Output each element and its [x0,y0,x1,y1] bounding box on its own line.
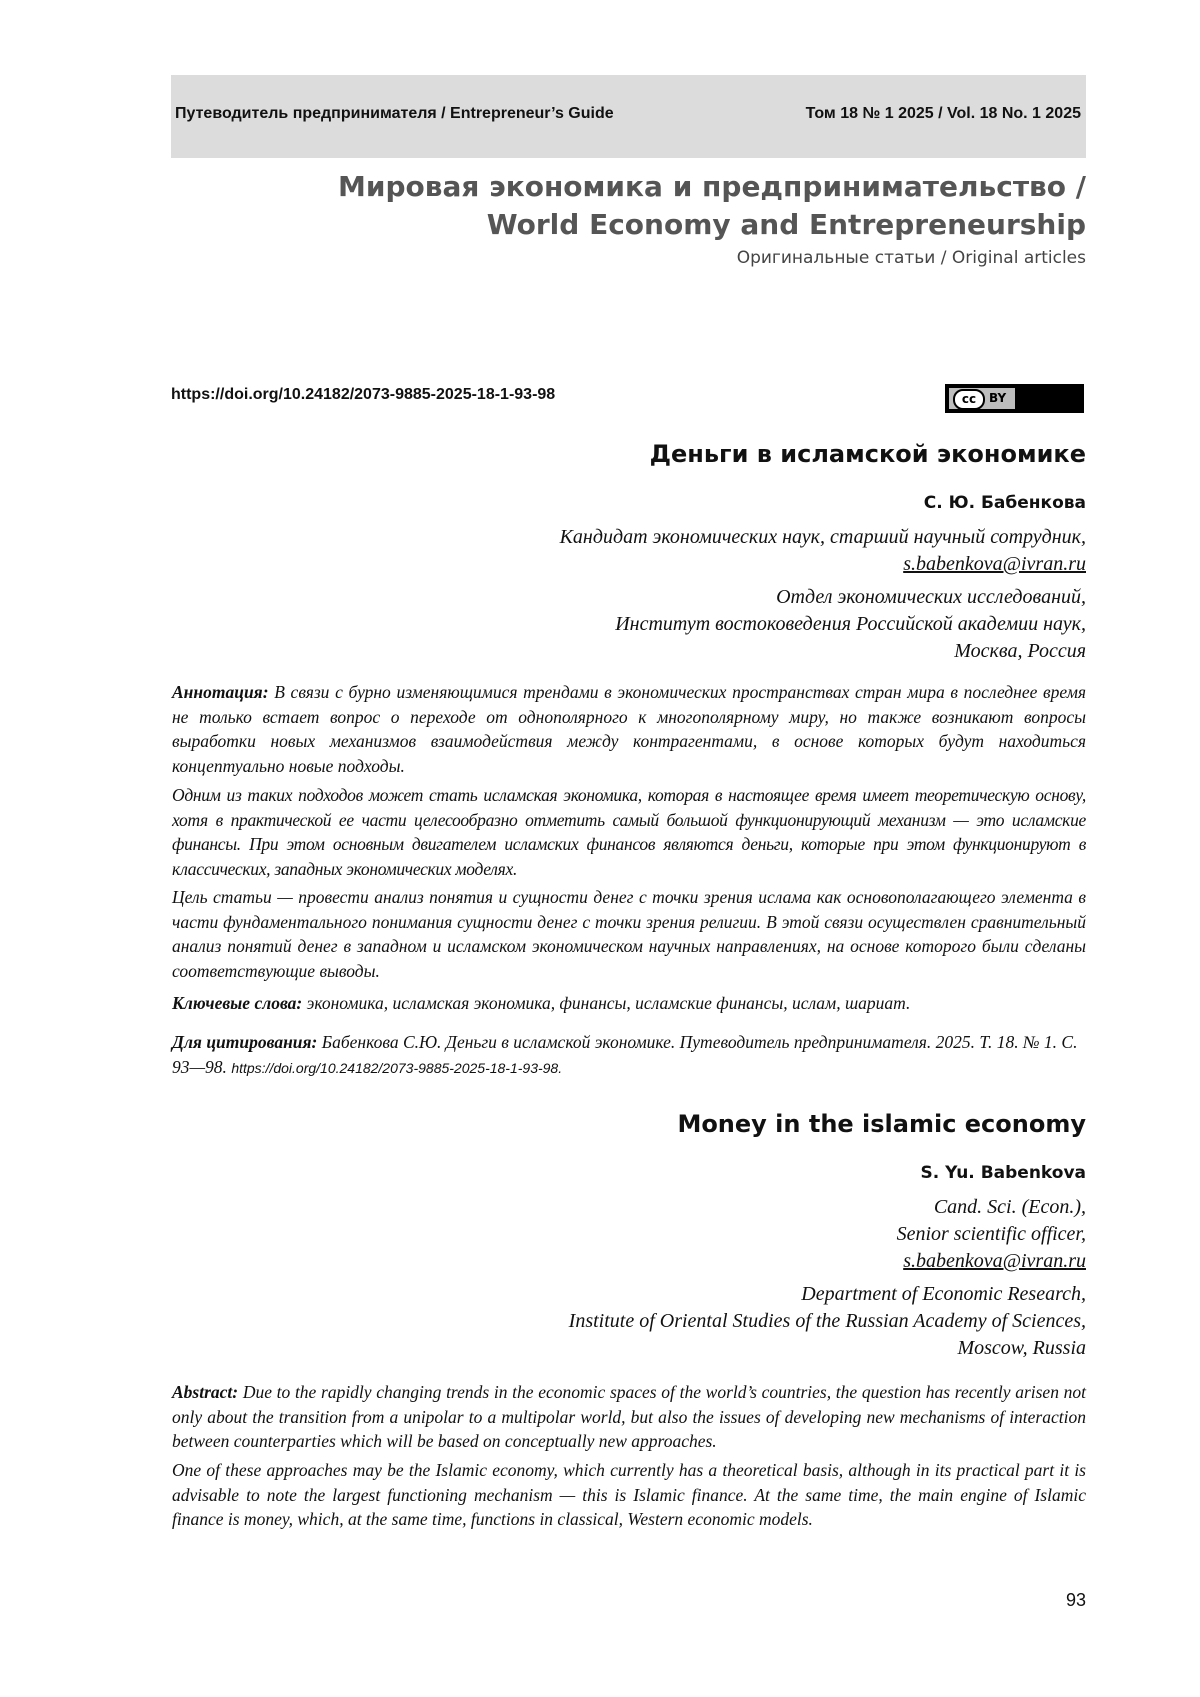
keywords-text: экономика, исламская экономика, финансы, исламские финансы, ислам, шариат. [307,993,911,1013]
volume-info: Том 18 № 1 2025 / Vol. 18 No. 1 2025 [806,105,1081,123]
dept-ru: Отдел экономических исследований, [615,584,1086,611]
cc-badge-left [949,388,1015,409]
section-title [338,168,1086,244]
cc-by-license-badge[interactable] [945,384,1084,413]
keywords-label: Ключевые слова: [172,993,302,1013]
section-subtitle: Оригинальные статьи / Original articles [737,248,1086,268]
position-ru: Кандидат экономических наук, старший научный сотрудник, [560,524,1086,551]
city-en: Moscow, Russia [569,1335,1086,1362]
article-title-ru: Деньги в исламской экономике [650,440,1086,468]
abstract-text-ru-1: В связи с бурно изменяющимися трендами в экономических пространствах стран мира в последнее время не только встает вопрос о переходе от однополярного к многополярному миру, но также возникают вопросы выработки новых механизмов взаимодействия между контрагентами, в основе которых будут находиться концептуально новые подходы. [172,682,1086,776]
institute-en: Institute of Oriental Studies of the Russian Academy of Sciences, [569,1308,1086,1335]
dept-en: Department of Economic Research, [569,1281,1086,1308]
by-label: BY [989,391,1006,405]
abstract-ru-p2: Одним из таких подходов может стать исламская экономика, которая в настоящее время имеет теоретическую основу, хотя в практической ее части целесообразно отметить самый большой функционирующий механизм — это исламские финансы. При этом основным двигателем исламских финансов являются деньги, которые при этом функционируют в классических, западных экономических моделях. [172,783,1086,881]
abstract-en-p1 [172,1380,1086,1454]
abstract-label-ru: Аннотация: [172,682,269,702]
citation-label: Для цитирования: [172,1032,317,1052]
institute-ru: Институт востоковедения Российской академии наук, [615,611,1086,638]
position-en: Senior scientific officer, [897,1221,1086,1248]
abstract-ru-p1 [172,680,1086,778]
section-title-en: World Economy and Entrepreneurship [338,206,1086,244]
author-ru: С. Ю. Бабенкова [924,493,1086,513]
journal-name: Путеводитель предпринимателя / Entrepreneur’s Guide [175,105,614,123]
degree-en: Cand. Sci. (Econ.), [897,1194,1086,1221]
institution-en [569,1281,1086,1362]
section-title-ru: Мировая экономика и предпринимательство / [338,168,1086,206]
email-link-ru[interactable]: s.babenkova@ivran.ru [903,553,1086,575]
email-link-en[interactable]: s.babenkova@ivran.ru [903,1250,1086,1272]
citation-text: Бабенкова С.Ю. Деньги в исламской экономике. Путеводитель предпринимателя. 2025. Т. 18. № 1. С. 93—98. [172,1032,1077,1077]
cc-icon: cc [953,389,985,410]
affiliation-ru [560,524,1086,578]
abstract-en-p2: One of these approaches may be the Islamic economy, which currently has a theoretical basis, although in its practical part it is advisable to note the largest functioning mechanism — this is Islamic finance. At the same time, the main engine of Islamic finance is money, which, at the same time, functions in classical, Western economic models. [172,1458,1086,1532]
citation-doi-link[interactable]: https://doi.org/10.24182/2073-9885-2025-18-1-93-98. [231,1060,562,1076]
doi-link[interactable]: https://doi.org/10.24182/2073-9885-2025-18-1-93-98 [171,386,555,404]
abstract-text-en-1: Due to the rapidly changing trends in the economic spaces of the world’s countries, the question has recently arisen not only about the transition from a unipolar to a multipolar world, but also the issues of developing new mechanisms of interaction between counterparties which will be based on conceptually new approaches. [172,1382,1086,1451]
citation-ru [172,1030,1086,1080]
institution-ru [615,584,1086,665]
article-title-en: Money in the islamic economy [677,1110,1086,1138]
city-ru: Москва, Россия [615,638,1086,665]
affiliation-en [897,1194,1086,1275]
abstract-ru-p3: Цель статьи — провести анализ понятия и сущности денег с точки зрения ислама как основополагающего элемента в части фундаментального понимания сущности денег с точки зрения религии. В этой связи осуществлен сравнительный анализ понятий денег в западном и исламском экономическом научных направлениях, на основе которого были сделаны соответствующие выводы. [172,885,1086,983]
abstract-label-en: Abstract: [172,1382,238,1402]
keywords-ru [172,991,1086,1016]
page-number: 93 [1066,1590,1086,1611]
author-en: S. Yu. Babenkova [921,1163,1086,1183]
